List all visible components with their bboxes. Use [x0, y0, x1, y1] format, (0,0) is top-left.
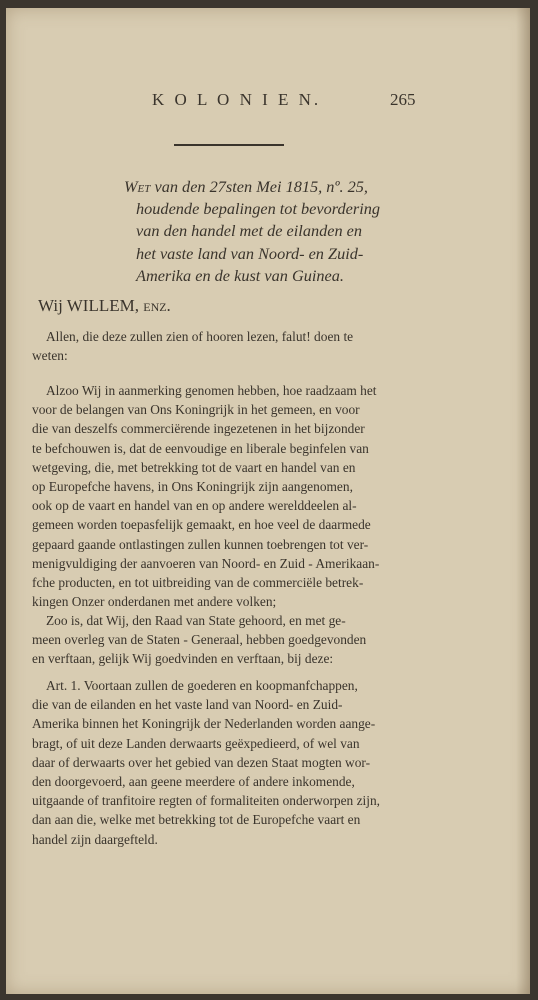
title-line: van den handel met de eilanden en — [136, 221, 363, 241]
text-line: weten: — [32, 348, 68, 364]
title-lead: Wet — [124, 177, 151, 196]
salutation-text: Wij WILLEM, — [38, 296, 139, 315]
title-line: het vaste land van Noord- en Zuid- — [136, 243, 364, 263]
text-line: Alzoo Wij in aanmerking genomen hebben, hoe raadzaam het — [46, 383, 377, 398]
text-line: gemeen worden toepasfelijk gemaakt, en hoe veel de daarmede — [32, 517, 371, 533]
text-line: kingen Onzer onderdanen met andere volken; — [32, 594, 277, 610]
text-line: Art. 1. Voortaan zullen de goederen en koopmanfchappen, — [46, 678, 358, 693]
title-line: Amerika en de kust van Guinea. — [136, 265, 344, 285]
text-line: die van deszelfs commerciërende ingezetenen in het bijzonder — [32, 421, 365, 437]
text-line: Zoo is, dat Wij, den Raad van State gehoord, en met ge- — [46, 613, 346, 628]
book-page — [6, 8, 530, 994]
text-line: ook op de vaart en handel van en op andere werelddeelen al- — [32, 498, 357, 514]
title-rule — [174, 144, 284, 146]
paragraph-enactment — [32, 611, 424, 669]
page-number: 265 — [390, 90, 416, 109]
text-line: bragt, of uit deze Landen derwaarts geëxpedieerd, of wel van — [32, 735, 360, 751]
salutation-enz: enz. — [143, 296, 171, 315]
text-line: meen overleg van de Staten - Generaal, hebben goedgevonden — [32, 632, 367, 648]
text-line: menigvuldiging der aanvoeren van Noord- en Zuid - Amerikaan- — [32, 555, 380, 571]
text-line: te befchouwen is, dat de eenvoudige en liberale beginfelen van — [32, 440, 369, 456]
text-line: dan aan die, welke met betrekking tot de Europefche vaart en — [32, 812, 361, 828]
text-line: op Europefche havens, in Ons Koningrijk zijn aangenomen, — [32, 479, 353, 495]
text-line: fche producten, en tot uitbreiding van de commerciële betrek- — [32, 575, 364, 591]
text-line: den doorgevoerd, aan geene meerdere of andere inkomende, — [32, 774, 355, 790]
text-line: en verftaan, gelijk Wij goedvinden en verftaan, bij deze: — [32, 651, 334, 667]
text-line: die van de eilanden en het vaste land van Noord- en Zuid- — [32, 697, 343, 713]
running-head: K O L O N I E N. — [152, 90, 322, 109]
law-title — [118, 176, 448, 287]
title-line: houdende bepalingen tot bevordering — [136, 199, 381, 219]
text-line: daar of derwaarts over het gebied van dezen Staat mogten wor- — [32, 754, 371, 770]
text-line: wetgeving, die, met betrekking tot de vaart en handel van en — [32, 459, 356, 475]
paragraph-article-1 — [32, 676, 424, 849]
text-line: Amerika binnen het Koningrijk der Nederlanden worden aange- — [32, 716, 376, 732]
title-line — [124, 176, 448, 198]
paragraph-preamble — [32, 381, 424, 611]
title-line-text: van den 27sten Mei 1815, nº. 25, — [154, 177, 368, 196]
text-line: gepaard gaande ontlastingen zullen kunnen toebrengen tot ver- — [32, 536, 369, 552]
text-line: uitgaande of tranfitoire regten of formaliteiten onderworpen zijn, — [32, 793, 381, 809]
text-line: Allen, die deze zullen zien of hooren lezen, falut! doen te — [46, 329, 354, 344]
text-line: voor de belangen van Ons Koningrijk in het gemeen, en voor — [32, 402, 360, 418]
text-line: handel zijn daargefteld. — [32, 831, 158, 847]
paragraph-greeting — [32, 327, 424, 365]
salutation — [38, 296, 171, 316]
